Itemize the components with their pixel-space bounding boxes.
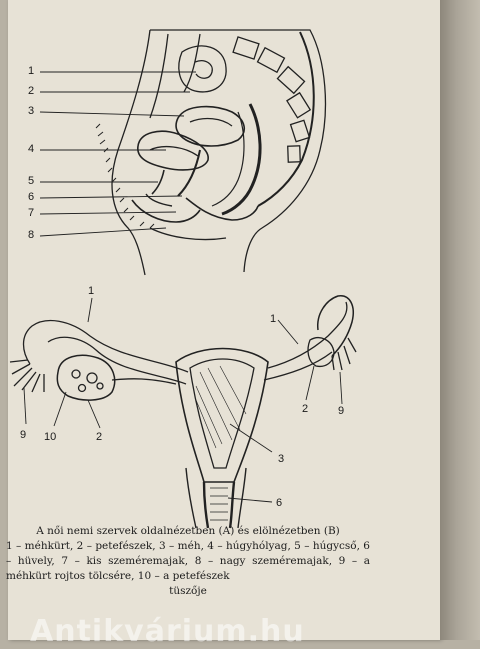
figure-b-leader-lines [24, 298, 345, 502]
figure-b-label-9-left: 9 [20, 429, 27, 441]
figure-a-label-3: 3 [28, 105, 35, 117]
figure-b-label-1-right: 1 [270, 313, 277, 325]
figure-a-sagittal [96, 30, 325, 275]
figure-a-label-2: 2 [28, 85, 35, 97]
figure-b-label-9-right: 9 [338, 405, 345, 417]
figure-b-label-10: 10 [44, 431, 57, 443]
caption-last-line: tüszője [169, 585, 207, 597]
figure-a-leader-lines [40, 72, 196, 236]
figure-a-label-5: 5 [28, 175, 35, 187]
figure-b-label-1-left: 1 [88, 285, 95, 297]
figure-a-label-8: 8 [28, 229, 35, 241]
figure-b-label-3: 3 [278, 453, 285, 465]
figure-a-label-4: 4 [28, 143, 35, 155]
figure-b-label-2-left: 2 [96, 431, 103, 443]
figure-b-label-2-right: 2 [302, 403, 309, 415]
figure-a-label-6: 6 [28, 191, 35, 203]
figure-a-label-1: 1 [28, 65, 35, 77]
caption-legend: 1 – méhkürt, 2 – petefészek, 3 – méh, 4 – húgyhólyag, 5 – húgycső, 6 – hüvely, 7 – kis szeméremajak, 8 – nagy szeméremajak, 9 – a méhkürt rojtos tölcsére, 10 – a petefészek [6, 540, 370, 582]
figure-a-label-7: 7 [28, 207, 35, 219]
figure-caption [6, 524, 370, 599]
caption-title: A női nemi szervek oldalnézetben (A) és elölnézetben (B) [36, 525, 340, 537]
figure-b-label-6: 6 [276, 497, 283, 509]
watermark: Antikvárium.hu [30, 614, 305, 649]
